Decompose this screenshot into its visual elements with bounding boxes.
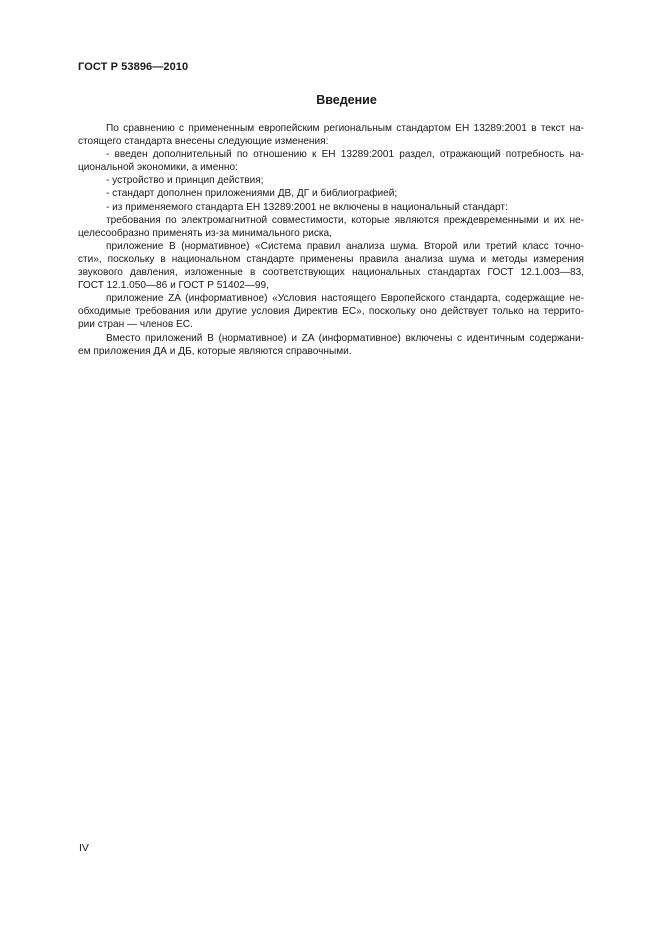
text-line: - введен дополнительный по отношению к ЕН 13289:2001 раздел, отражающий потребность на- [106, 149, 584, 161]
page-number: IV [79, 842, 89, 854]
text-line: ГОСТ 12.1.050—86 и ГОСТ Р 51402—99, [78, 280, 269, 292]
list-item [78, 201, 584, 214]
text-line: Вместо приложений В (нормативное) и ZA (информативное) включены с идентичным содержани- [106, 332, 584, 344]
document-header: ГОСТ Р 53896—2010 [78, 61, 189, 73]
body-text [78, 122, 584, 358]
paragraph-intro [78, 122, 584, 148]
page-title: Введение [316, 93, 377, 107]
list-item [78, 174, 584, 187]
text-line: приложение В (нормативное) «Система правил анализа шума. Второй или третий класс точно- [106, 240, 584, 252]
text-line: По сравнению с примененным европейским региональным стандартом ЕН 13289:2001 в текст на- [106, 123, 584, 134]
text-line: рии стран — членов ЕС. [78, 319, 193, 331]
list-item [78, 187, 584, 200]
text-line: обходимые требования или другие условия Директив ЕС», поскольку оно действует только на террито- [78, 306, 584, 318]
text-line: целесообразно применять из-за минимального риска, [78, 227, 332, 239]
text-line: - устройство и принцип действия; [106, 175, 264, 187]
text-line: - стандарт дополнен приложениями ДВ, ДГ и библиографией; [106, 188, 398, 200]
paragraph-replacement [78, 332, 584, 358]
text-line: стоящего стандарта внесены следующие изменения: [78, 136, 329, 148]
paragraph-annex-b [78, 240, 584, 292]
text-line: ем приложения ДА и ДБ, которые являются справочными. [78, 345, 352, 357]
text-line: сти», поскольку в национальном стандарте применены правила анализа шума и методы измерения [78, 253, 584, 265]
text-line: циональной экономики, а именно: [78, 162, 238, 174]
text-line: приложение ZA (информативное) «Условия настоящего Европейского стандарта, содержащие не- [106, 293, 584, 305]
list-item [78, 148, 584, 174]
text-line: звукового давления, изложенные в соответствующих национальных стандартах ГОСТ 12.1.003—83, [78, 267, 584, 279]
text-line: - из применяемого стандарта ЕН 13289:2001 не включены в национальный стандарт: [106, 201, 508, 213]
paragraph-emc [78, 214, 584, 240]
text-line: требования по электромагнитной совместимости, которые являются преждевременными и их не- [106, 214, 584, 226]
paragraph-annex-za [78, 292, 584, 331]
